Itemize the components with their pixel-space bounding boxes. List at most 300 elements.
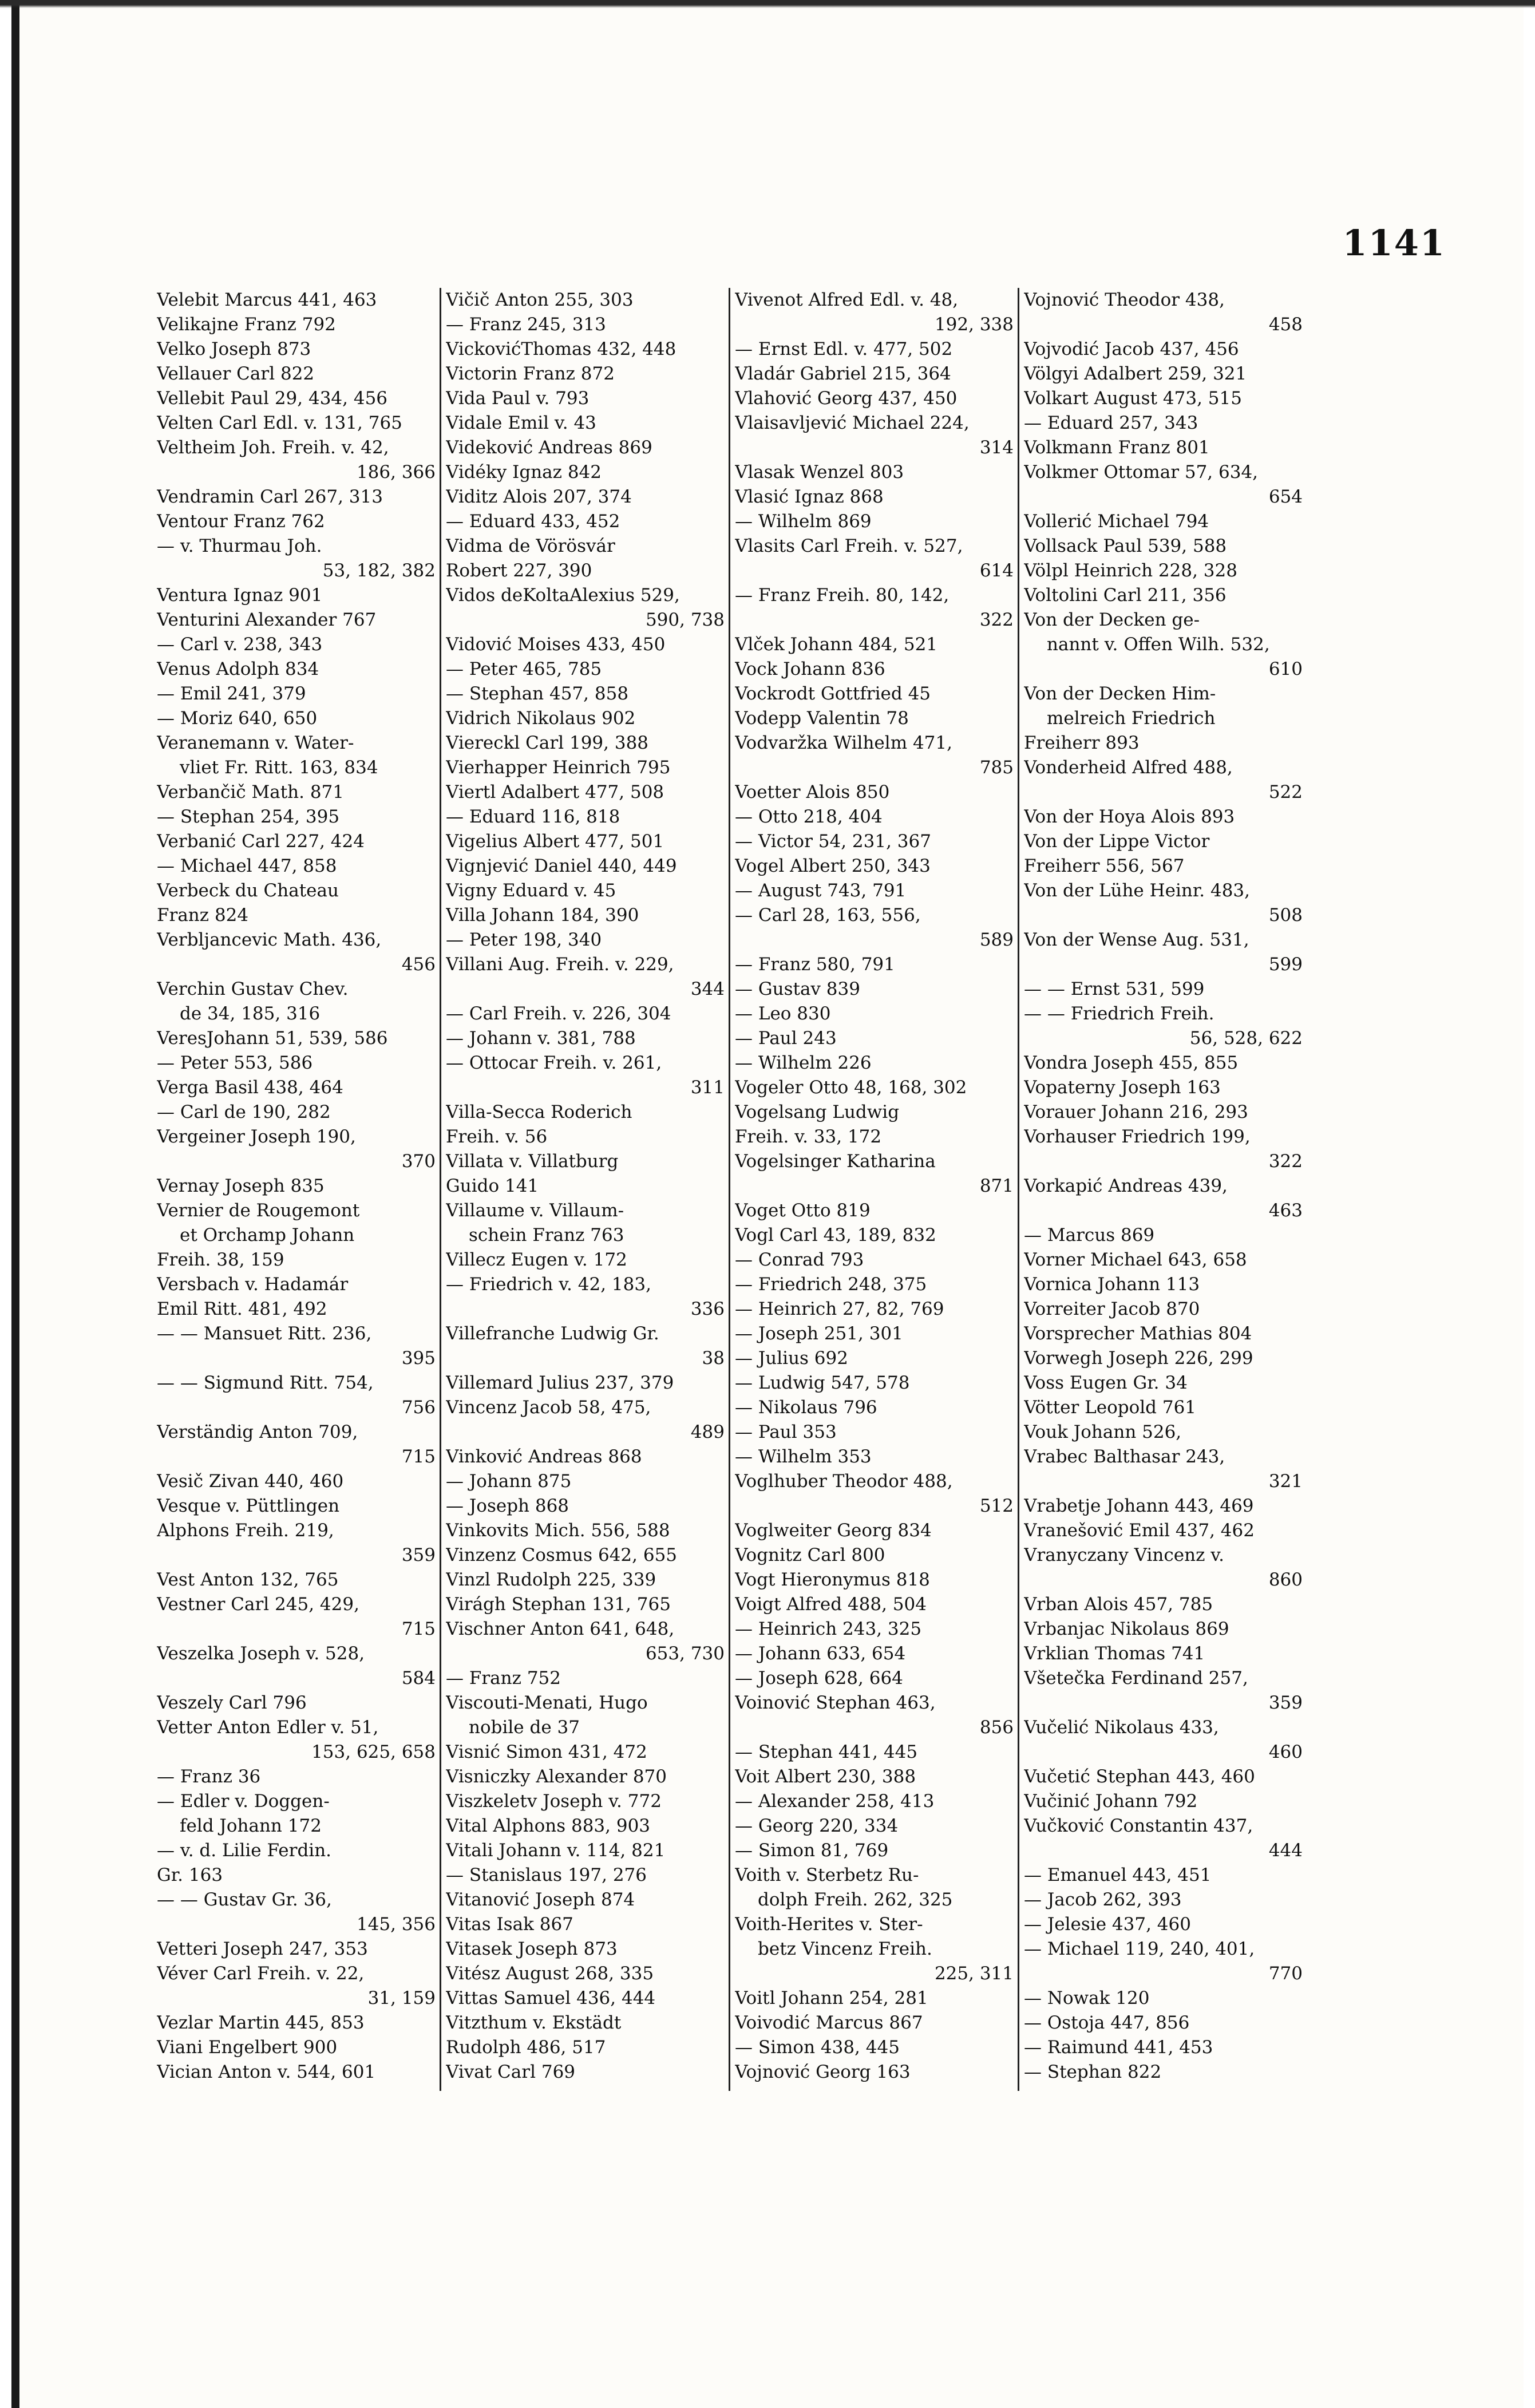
index-entry: Velikajne Franz 792 xyxy=(157,314,336,335)
index-entry: — Stephan 457, 858 xyxy=(446,683,629,704)
index-entry: — Friedrich 248, 375 xyxy=(735,1274,927,1295)
index-entry: Von der Lühe Heinr. 483, xyxy=(1024,880,1251,901)
index-entry: 589 xyxy=(979,930,1014,950)
index-entry: 31, 159 xyxy=(367,1988,436,2008)
index-entry: Vorhauser Friedrich 199, xyxy=(1024,1126,1251,1147)
index-entry: de 34, 185, 316 xyxy=(180,1003,321,1024)
index-entry: Voglhuber Theodor 488, xyxy=(735,1471,953,1492)
index-entry: Vergeiner Joseph 190, xyxy=(157,1126,356,1147)
index-entry: — — Sigmund Ritt. 754, xyxy=(157,1373,374,1393)
index-entry: melreich Friedrich xyxy=(1047,708,1216,729)
index-entry: Véver Carl Freih. v. 22, xyxy=(157,1963,365,1984)
index-entry: 359 xyxy=(1268,1693,1303,1713)
index-entry: 53, 182, 382 xyxy=(322,560,436,581)
index-entry: Vrbanjac Nikolaus 869 xyxy=(1024,1619,1229,1639)
index-entry: dolph Freih. 262, 325 xyxy=(758,1889,953,1910)
index-entry: — Peter 198, 340 xyxy=(446,930,602,950)
scan-edge-top xyxy=(0,0,1535,8)
index-entry: Verbančič Math. 871 xyxy=(157,782,345,802)
index-entry: Vlasits Carl Freih. v. 527, xyxy=(735,536,963,556)
index-entry: 522 xyxy=(1268,782,1303,802)
index-entry: vliet Fr. Ritt. 163, 834 xyxy=(180,757,378,778)
index-entry: 715 xyxy=(401,1619,436,1639)
index-entry: Vendramin Carl 267, 313 xyxy=(157,487,383,507)
index-entry: — Ludwig 547, 578 xyxy=(735,1373,910,1393)
index-entry: — Ottocar Freih. v. 261, xyxy=(446,1053,662,1073)
index-entry: Volkart August 473, 515 xyxy=(1024,388,1242,409)
index-entry: 395 xyxy=(401,1348,436,1369)
index-entry: 145, 356 xyxy=(356,1914,436,1935)
index-entry: Voglweiter Georg 834 xyxy=(735,1520,932,1541)
index-entry: — Stephan 822 xyxy=(1024,2062,1162,2082)
index-entry: 322 xyxy=(979,610,1014,630)
index-entry: Von der Wense Aug. 531, xyxy=(1024,930,1249,950)
index-entry: Venturini Alexander 767 xyxy=(157,610,377,630)
index-entry: Voivodić Marcus 867 xyxy=(735,2012,923,2033)
index-entry: — Simon 81, 769 xyxy=(735,1840,889,1861)
index-entry: 785 xyxy=(979,757,1014,778)
index-entry: Vivat Carl 769 xyxy=(446,2062,576,2082)
index-entry: et Orchamp Johann xyxy=(180,1225,355,1245)
index-entry: Voitl Johann 254, 281 xyxy=(735,1988,928,2008)
index-entry: — — Gustav Gr. 36, xyxy=(157,1889,332,1910)
index-entry: — Ernst Edl. v. 477, 502 xyxy=(735,339,953,359)
index-entry: Verbljancevic Math. 436, xyxy=(157,930,382,950)
index-entry: Volkmann Franz 801 xyxy=(1024,437,1210,458)
index-entry: — Franz Freih. 80, 142, xyxy=(735,585,950,606)
index-entry: Vičič Anton 255, 303 xyxy=(446,290,634,310)
index-entry: Vischner Anton 641, 648, xyxy=(446,1619,675,1639)
index-entry: Vigny Eduard v. 45 xyxy=(446,880,616,901)
index-entry: 654 xyxy=(1268,487,1303,507)
index-entry: — Nikolaus 796 xyxy=(735,1397,877,1418)
index-entry: 508 xyxy=(1268,905,1303,926)
column-rule-1 xyxy=(440,288,441,2091)
index-entry: Vlahović Georg 437, 450 xyxy=(735,388,958,409)
index-entry: 321 xyxy=(1268,1471,1303,1492)
index-entry: Veszely Carl 796 xyxy=(157,1693,307,1713)
index-entry: Vital Alphons 883, 903 xyxy=(446,1816,651,1836)
index-entry: Villaume v. Villaum- xyxy=(446,1200,624,1221)
index-entry: — Emil 241, 379 xyxy=(157,683,306,704)
index-entry: Vitasek Joseph 873 xyxy=(446,1939,618,1959)
index-entry: — Ostoja 447, 856 xyxy=(1024,2012,1190,2033)
index-entry: — Joseph 628, 664 xyxy=(735,1668,903,1689)
index-entry: 344 xyxy=(690,979,725,999)
index-entry: 186, 366 xyxy=(356,462,436,483)
index-entry: Vernay Joseph 835 xyxy=(157,1176,325,1196)
index-entry: — — Mansuet Ritt. 236, xyxy=(157,1323,372,1344)
index-entry: VeresJohann 51, 539, 586 xyxy=(157,1028,388,1049)
index-entry: Vladár Gabriel 215, 364 xyxy=(735,363,951,384)
index-entry: — — Friedrich Freih. xyxy=(1024,1003,1214,1024)
index-entry: Vojnović Georg 163 xyxy=(735,2062,911,2082)
index-entry: Villefranche Ludwig Gr. xyxy=(446,1323,659,1344)
index-entry: — Gustav 839 xyxy=(735,979,860,999)
index-entry: Vondra Joseph 455, 855 xyxy=(1024,1053,1239,1073)
index-entry: — Carl de 190, 282 xyxy=(157,1102,331,1122)
index-entry: 584 xyxy=(401,1668,436,1689)
index-entry: — Johann 633, 654 xyxy=(735,1643,906,1664)
index-entry: Vojvodić Jacob 437, 456 xyxy=(1024,339,1239,359)
index-entry: Vogelsang Ludwig xyxy=(735,1102,900,1122)
index-entry: 336 xyxy=(690,1299,725,1319)
index-entry: Vockrodt Gottfried 45 xyxy=(735,683,931,704)
index-entry: Voetter Alois 850 xyxy=(735,782,890,802)
index-entry: 56, 528, 622 xyxy=(1189,1028,1303,1049)
index-entry: 370 xyxy=(401,1151,436,1172)
index-entry: Vestner Carl 245, 429, xyxy=(157,1594,359,1615)
index-entry: Velten Carl Edl. v. 131, 765 xyxy=(157,413,402,433)
index-entry: Vogl Carl 43, 189, 832 xyxy=(735,1225,936,1245)
index-entry: — Michael 447, 858 xyxy=(157,856,337,876)
index-entry: — Otto 218, 404 xyxy=(735,806,883,827)
index-entry: Vorner Michael 643, 658 xyxy=(1024,1250,1247,1270)
index-entry: VickovićThomas 432, 448 xyxy=(446,339,676,359)
index-entry: Vogt Hieronymus 818 xyxy=(735,1569,930,1590)
index-entry: Von der Lippe Victor xyxy=(1024,831,1210,852)
index-entry: Vogeler Otto 48, 168, 302 xyxy=(735,1077,967,1098)
column-rule-2 xyxy=(729,288,730,2091)
index-entry: — Carl v. 238, 343 xyxy=(157,634,323,655)
index-entry: Vitzthum v. Ekstädt xyxy=(446,2012,622,2033)
index-entry: Vrklian Thomas 741 xyxy=(1024,1643,1205,1664)
index-entry: Vučinić Johann 792 xyxy=(1024,1791,1198,1812)
index-entry: Freih. 38, 159 xyxy=(157,1250,284,1270)
index-entry: — Victor 54, 231, 367 xyxy=(735,831,931,852)
index-entry: 225, 311 xyxy=(934,1963,1014,1984)
index-entry: — August 743, 791 xyxy=(735,880,907,901)
index-entry: 653, 730 xyxy=(645,1643,725,1664)
index-entry: — Jelesie 437, 460 xyxy=(1024,1914,1191,1935)
index-entry: betz Vincenz Freih. xyxy=(758,1939,932,1959)
index-entry: 856 xyxy=(979,1717,1014,1738)
index-entry: 756 xyxy=(401,1397,436,1418)
index-entry: Völgyi Adalbert 259, 321 xyxy=(1024,363,1247,384)
index-entry: — Edler v. Doggen- xyxy=(157,1791,330,1812)
index-entry: Vogel Albert 250, 343 xyxy=(735,856,931,876)
index-entry: Voget Otto 819 xyxy=(735,1200,871,1221)
index-entry: 599 xyxy=(1268,954,1303,975)
index-entry: — Eduard 433, 452 xyxy=(446,511,620,532)
index-entry: Viereckl Carl 199, 388 xyxy=(446,733,649,753)
index-entry: Villecz Eugen v. 172 xyxy=(446,1250,627,1270)
register-page xyxy=(11,0,1524,2408)
index-entry: 871 xyxy=(979,1176,1014,1196)
index-entry: Vidos deKoltaAlexius 529, xyxy=(446,585,680,606)
index-entry: 458 xyxy=(1268,314,1303,335)
index-entry: Venus Adolph 834 xyxy=(157,659,319,679)
index-entry: Vorreiter Jacob 870 xyxy=(1024,1299,1200,1319)
index-entry: Villa-Secca Roderich xyxy=(446,1102,632,1122)
index-column-2 xyxy=(446,288,725,2091)
index-entry: Vetteri Joseph 247, 353 xyxy=(157,1939,368,1959)
index-entry: 460 xyxy=(1268,1742,1303,1762)
index-entry: Vonderheid Alfred 488, xyxy=(1024,757,1233,778)
index-entry: — Georg 220, 334 xyxy=(735,1816,899,1836)
index-entry: Vranyczany Vincenz v. xyxy=(1024,1545,1224,1565)
index-entry: Vorkapić Andreas 439, xyxy=(1024,1176,1228,1196)
index-entry: Vivenot Alfred Edl. v. 48, xyxy=(735,290,959,310)
index-entry: Visniczky Alexander 870 xyxy=(446,1766,667,1787)
index-entry: Vernier de Rougemont xyxy=(157,1200,360,1221)
index-entry: — Wilhelm 869 xyxy=(735,511,872,532)
index-entry: 770 xyxy=(1268,1963,1303,1984)
column-rule-3 xyxy=(1018,288,1019,2091)
index-entry: — Conrad 793 xyxy=(735,1250,864,1270)
index-entry: Vognitz Carl 800 xyxy=(735,1545,885,1565)
index-entry: — Joseph 868 xyxy=(446,1496,569,1516)
index-entry: 38 xyxy=(702,1348,725,1369)
index-entry: Freih. v. 33, 172 xyxy=(735,1126,882,1147)
index-entry: Vorauer Johann 216, 293 xyxy=(1024,1102,1248,1122)
index-entry: — Eduard 116, 818 xyxy=(446,806,620,827)
index-entry: Villemard Julius 237, 379 xyxy=(446,1373,674,1393)
index-entry: Verbeck du Chateau xyxy=(157,880,339,901)
index-entry: 715 xyxy=(401,1446,436,1467)
index-entry: Guido 141 xyxy=(446,1176,539,1196)
index-entry: Freih. v. 56 xyxy=(446,1126,548,1147)
index-entry: — Marcus 869 xyxy=(1024,1225,1155,1245)
index-entry: Ventura Ignaz 901 xyxy=(157,585,323,606)
index-entry: Victorin Franz 872 xyxy=(446,363,615,384)
index-entry: — Franz 36 xyxy=(157,1766,261,1787)
index-entry: Vodepp Valentin 78 xyxy=(735,708,909,729)
index-entry: Viertl Adalbert 477, 508 xyxy=(446,782,664,802)
index-entry: — Michael 119, 240, 401, xyxy=(1024,1939,1255,1959)
index-entry: Gr. 163 xyxy=(157,1865,223,1885)
index-entry: Vitész August 268, 335 xyxy=(446,1963,654,1984)
index-entry: 192, 338 xyxy=(934,314,1014,335)
index-entry: — Wilhelm 353 xyxy=(735,1446,872,1467)
index-entry: Rudolph 486, 517 xyxy=(446,2037,606,2058)
index-entry: Vida Paul v. 793 xyxy=(446,388,590,409)
index-entry: 314 xyxy=(979,437,1014,458)
index-entry: Vranešović Emil 437, 462 xyxy=(1024,1520,1255,1541)
index-entry: Freiherr 556, 567 xyxy=(1024,856,1185,876)
index-entry: feld Johann 172 xyxy=(180,1816,322,1836)
index-entry: Vornica Johann 113 xyxy=(1024,1274,1200,1295)
index-entry: — Paul 243 xyxy=(735,1028,837,1049)
index-entry: Vrban Alois 457, 785 xyxy=(1024,1594,1213,1615)
index-entry: Vittas Samuel 436, 444 xyxy=(446,1988,656,2008)
index-entry: 322 xyxy=(1268,1151,1303,1172)
index-entry: Vouk Johann 526, xyxy=(1024,1422,1182,1442)
index-entry: 860 xyxy=(1268,1569,1303,1590)
index-entry: Vlasak Wenzel 803 xyxy=(735,462,904,483)
index-entry: 590, 738 xyxy=(645,610,725,630)
index-entry: nobile de 37 xyxy=(469,1717,580,1738)
index-entry: — v. d. Lilie Ferdin. xyxy=(157,1840,332,1861)
index-entry: Verbanić Carl 227, 424 xyxy=(157,831,365,852)
index-column-1 xyxy=(157,288,436,2091)
index-entry: Viszkeletv Joseph v. 772 xyxy=(446,1791,662,1812)
index-entry: Všetečka Ferdinand 257, xyxy=(1024,1668,1248,1689)
index-entry: Voltolini Carl 211, 356 xyxy=(1024,585,1227,606)
index-entry: 463 xyxy=(1268,1200,1303,1221)
index-entry: Veranemann v. Water- xyxy=(157,733,354,753)
index-entry: — Jacob 262, 393 xyxy=(1024,1889,1182,1910)
index-entry: Viani Engelbert 900 xyxy=(157,2037,338,2058)
index-entry: Völpl Heinrich 228, 328 xyxy=(1024,560,1237,581)
index-entry: Videković Andreas 869 xyxy=(446,437,652,458)
index-entry: — Alexander 258, 413 xyxy=(735,1791,935,1812)
index-entry: — Franz 580, 791 xyxy=(735,954,895,975)
index-entry: Verständig Anton 709, xyxy=(157,1422,358,1442)
index-entry: Vidma de Vörösvár xyxy=(446,536,615,556)
index-entry: Versbach v. Hadamár xyxy=(157,1274,349,1295)
index-entry: Ventour Franz 762 xyxy=(157,511,325,532)
index-entry: Alphons Freih. 219, xyxy=(157,1520,334,1541)
index-entry: — Stanislaus 197, 276 xyxy=(446,1865,647,1885)
index-entry: — Franz 245, 313 xyxy=(446,314,606,335)
index-entry: Velebit Marcus 441, 463 xyxy=(157,290,377,310)
index-entry: Vinzl Rudolph 225, 339 xyxy=(446,1569,656,1590)
index-entry: 614 xyxy=(979,560,1014,581)
index-entry: — Raimund 441, 453 xyxy=(1024,2037,1213,2058)
index-entry: Vollerić Michael 794 xyxy=(1024,511,1209,532)
index-entry: Vodvaržka Wilhelm 471, xyxy=(735,733,952,753)
index-entry: Vezlar Martin 445, 853 xyxy=(157,2012,365,2033)
index-entry: Voss Eugen Gr. 34 xyxy=(1024,1373,1188,1393)
index-entry: Vidrich Nikolaus 902 xyxy=(446,708,636,729)
index-entry: — Heinrich 27, 82, 769 xyxy=(735,1299,944,1319)
index-entry: Vierhapper Heinrich 795 xyxy=(446,757,671,778)
index-entry: Vogelsinger Katharina xyxy=(735,1151,936,1172)
index-entry: — Johann 875 xyxy=(446,1471,572,1492)
index-entry: Vitali Johann v. 114, 821 xyxy=(446,1840,666,1861)
index-entry: — Heinrich 243, 325 xyxy=(735,1619,922,1639)
index-entry: Vinkovits Mich. 556, 588 xyxy=(446,1520,670,1541)
index-entry: Veltheim Joh. Freih. v. 42, xyxy=(157,437,389,458)
index-entry: Vidović Moises 433, 450 xyxy=(446,634,666,655)
index-entry: — Paul 353 xyxy=(735,1422,837,1442)
index-entry: — Friedrich v. 42, 183, xyxy=(446,1274,651,1295)
index-entry: 489 xyxy=(690,1422,725,1442)
index-entry: Vinković Andreas 868 xyxy=(446,1446,642,1467)
index-entry: — Franz 752 xyxy=(446,1668,561,1689)
index-entry: — Nowak 120 xyxy=(1024,1988,1150,2008)
index-entry: Freiherr 893 xyxy=(1024,733,1140,753)
index-entry: Visnić Simon 431, 472 xyxy=(446,1742,647,1762)
index-entry: Villa Johann 184, 390 xyxy=(446,905,639,926)
index-entry: Vignjević Daniel 440, 449 xyxy=(446,856,677,876)
index-entry: Vorwegh Joseph 226, 299 xyxy=(1024,1348,1253,1369)
index-entry: Verchin Gustav Chev. xyxy=(157,979,349,999)
index-entry: — Simon 438, 445 xyxy=(735,2037,900,2058)
index-entry: — Carl 28, 163, 556, xyxy=(735,905,921,926)
index-entry: Viditz Alois 207, 374 xyxy=(446,487,632,507)
index-entry: Vollsack Paul 539, 588 xyxy=(1024,536,1227,556)
index-entry: Vojnović Theodor 438, xyxy=(1024,290,1225,310)
index-entry: Robert 227, 390 xyxy=(446,560,592,581)
index-entry: — Moriz 640, 650 xyxy=(157,708,318,729)
index-entry: 444 xyxy=(1268,1840,1303,1861)
index-entry: — Wilhelm 226 xyxy=(735,1053,872,1073)
index-entry: Vorsprecher Mathias 804 xyxy=(1024,1323,1252,1344)
index-entry: — v. Thurmau Joh. xyxy=(157,536,322,556)
index-entry: Vrabec Balthasar 243, xyxy=(1024,1446,1225,1467)
index-entry: Voit Albert 230, 388 xyxy=(735,1766,916,1787)
index-entry: — Stephan 441, 445 xyxy=(735,1742,918,1762)
index-entry: Vock Johann 836 xyxy=(735,659,885,679)
index-column-3 xyxy=(735,288,1014,2091)
index-entry: Viscouti-Menati, Hugo xyxy=(446,1693,648,1713)
index-entry: — Peter 465, 785 xyxy=(446,659,602,679)
index-entry: Von der Decken ge- xyxy=(1024,610,1200,630)
index-entry: 456 xyxy=(401,954,436,975)
index-entry: Velko Joseph 873 xyxy=(157,339,311,359)
index-entry: schein Franz 763 xyxy=(469,1225,624,1245)
index-entry: Vučković Constantin 437, xyxy=(1024,1816,1253,1836)
index-entry: Vesque v. Püttlingen xyxy=(157,1496,340,1516)
index-entry: — Julius 692 xyxy=(735,1348,848,1369)
index-entry: Vellebit Paul 29, 434, 456 xyxy=(157,388,388,409)
index-entry: Voith-Herites v. Ster- xyxy=(735,1914,923,1935)
index-entry: Vopaterny Joseph 163 xyxy=(1024,1077,1221,1098)
index-entry: Vetter Anton Edler v. 51, xyxy=(157,1717,379,1738)
index-entry: Voigt Alfred 488, 504 xyxy=(735,1594,927,1615)
index-entry: Vellauer Carl 822 xyxy=(157,363,315,384)
index-entry: — Peter 553, 586 xyxy=(157,1053,313,1073)
index-entry: Vrabetje Johann 443, 469 xyxy=(1024,1496,1254,1516)
index-entry: — Eduard 257, 343 xyxy=(1024,413,1198,433)
index-entry: Vitas Isak 867 xyxy=(446,1914,573,1935)
index-entry: — Carl Freih. v. 226, 304 xyxy=(446,1003,671,1024)
index-entry: Vučelić Nikolaus 433, xyxy=(1024,1717,1219,1738)
index-entry: Vidéky Ignaz 842 xyxy=(446,462,602,483)
index-entry: Villata v. Villatburg xyxy=(446,1151,619,1172)
index-column-4 xyxy=(1024,288,1303,2091)
index-entry: Vlasić Ignaz 868 xyxy=(735,487,884,507)
index-entry: — Joseph 251, 301 xyxy=(735,1323,903,1344)
index-entry: Vlaisavljević Michael 224, xyxy=(735,413,970,433)
index-entry: Voith v. Sterbetz Ru- xyxy=(735,1865,919,1885)
index-entry: 359 xyxy=(401,1545,436,1565)
index-entry: Vest Anton 132, 765 xyxy=(157,1569,339,1590)
index-entry: Emil Ritt. 481, 492 xyxy=(157,1299,327,1319)
index-entry: Vučetić Stephan 443, 460 xyxy=(1024,1766,1255,1787)
index-entry: — Johann v. 381, 788 xyxy=(446,1028,636,1049)
index-entry: Voinović Stephan 463, xyxy=(735,1693,936,1713)
index-entry: 153, 625, 658 xyxy=(311,1742,436,1762)
index-entry: Villani Aug. Freih. v. 229, xyxy=(446,954,674,975)
index-entry: Von der Hoya Alois 893 xyxy=(1024,806,1235,827)
index-entry: Volkmer Ottomar 57, 634, xyxy=(1024,462,1259,483)
index-entry: Verga Basil 438, 464 xyxy=(157,1077,343,1098)
index-entry: Virágh Stephan 131, 765 xyxy=(446,1594,671,1615)
page-number: 1141 xyxy=(1342,222,1446,264)
index-entry: — Leo 830 xyxy=(735,1003,831,1024)
index-entry: Veszelka Joseph v. 528, xyxy=(157,1643,365,1664)
index-entry: Vötter Leopold 761 xyxy=(1024,1397,1197,1418)
index-entry: Von der Decken Him- xyxy=(1024,683,1216,704)
index-entry: Vesič Zivan 440, 460 xyxy=(157,1471,344,1492)
index-entry: Vinzenz Cosmus 642, 655 xyxy=(446,1545,678,1565)
index-entry: 311 xyxy=(690,1077,725,1098)
index-entry: nannt v. Offen Wilh. 532, xyxy=(1047,634,1270,655)
index-entry: Vigelius Albert 477, 501 xyxy=(446,831,664,852)
index-entry: 512 xyxy=(979,1496,1014,1516)
index-entry: — — Ernst 531, 599 xyxy=(1024,979,1205,999)
index-entry: — Emanuel 443, 451 xyxy=(1024,1865,1212,1885)
index-columns xyxy=(157,288,1304,2091)
index-entry: — Stephan 254, 395 xyxy=(157,806,340,827)
index-entry: Vitanović Joseph 874 xyxy=(446,1889,635,1910)
index-entry: Vician Anton v. 544, 601 xyxy=(157,2062,376,2082)
index-entry: Vlček Johann 484, 521 xyxy=(735,634,938,655)
index-entry: Vincenz Jacob 58, 475, xyxy=(446,1397,651,1418)
